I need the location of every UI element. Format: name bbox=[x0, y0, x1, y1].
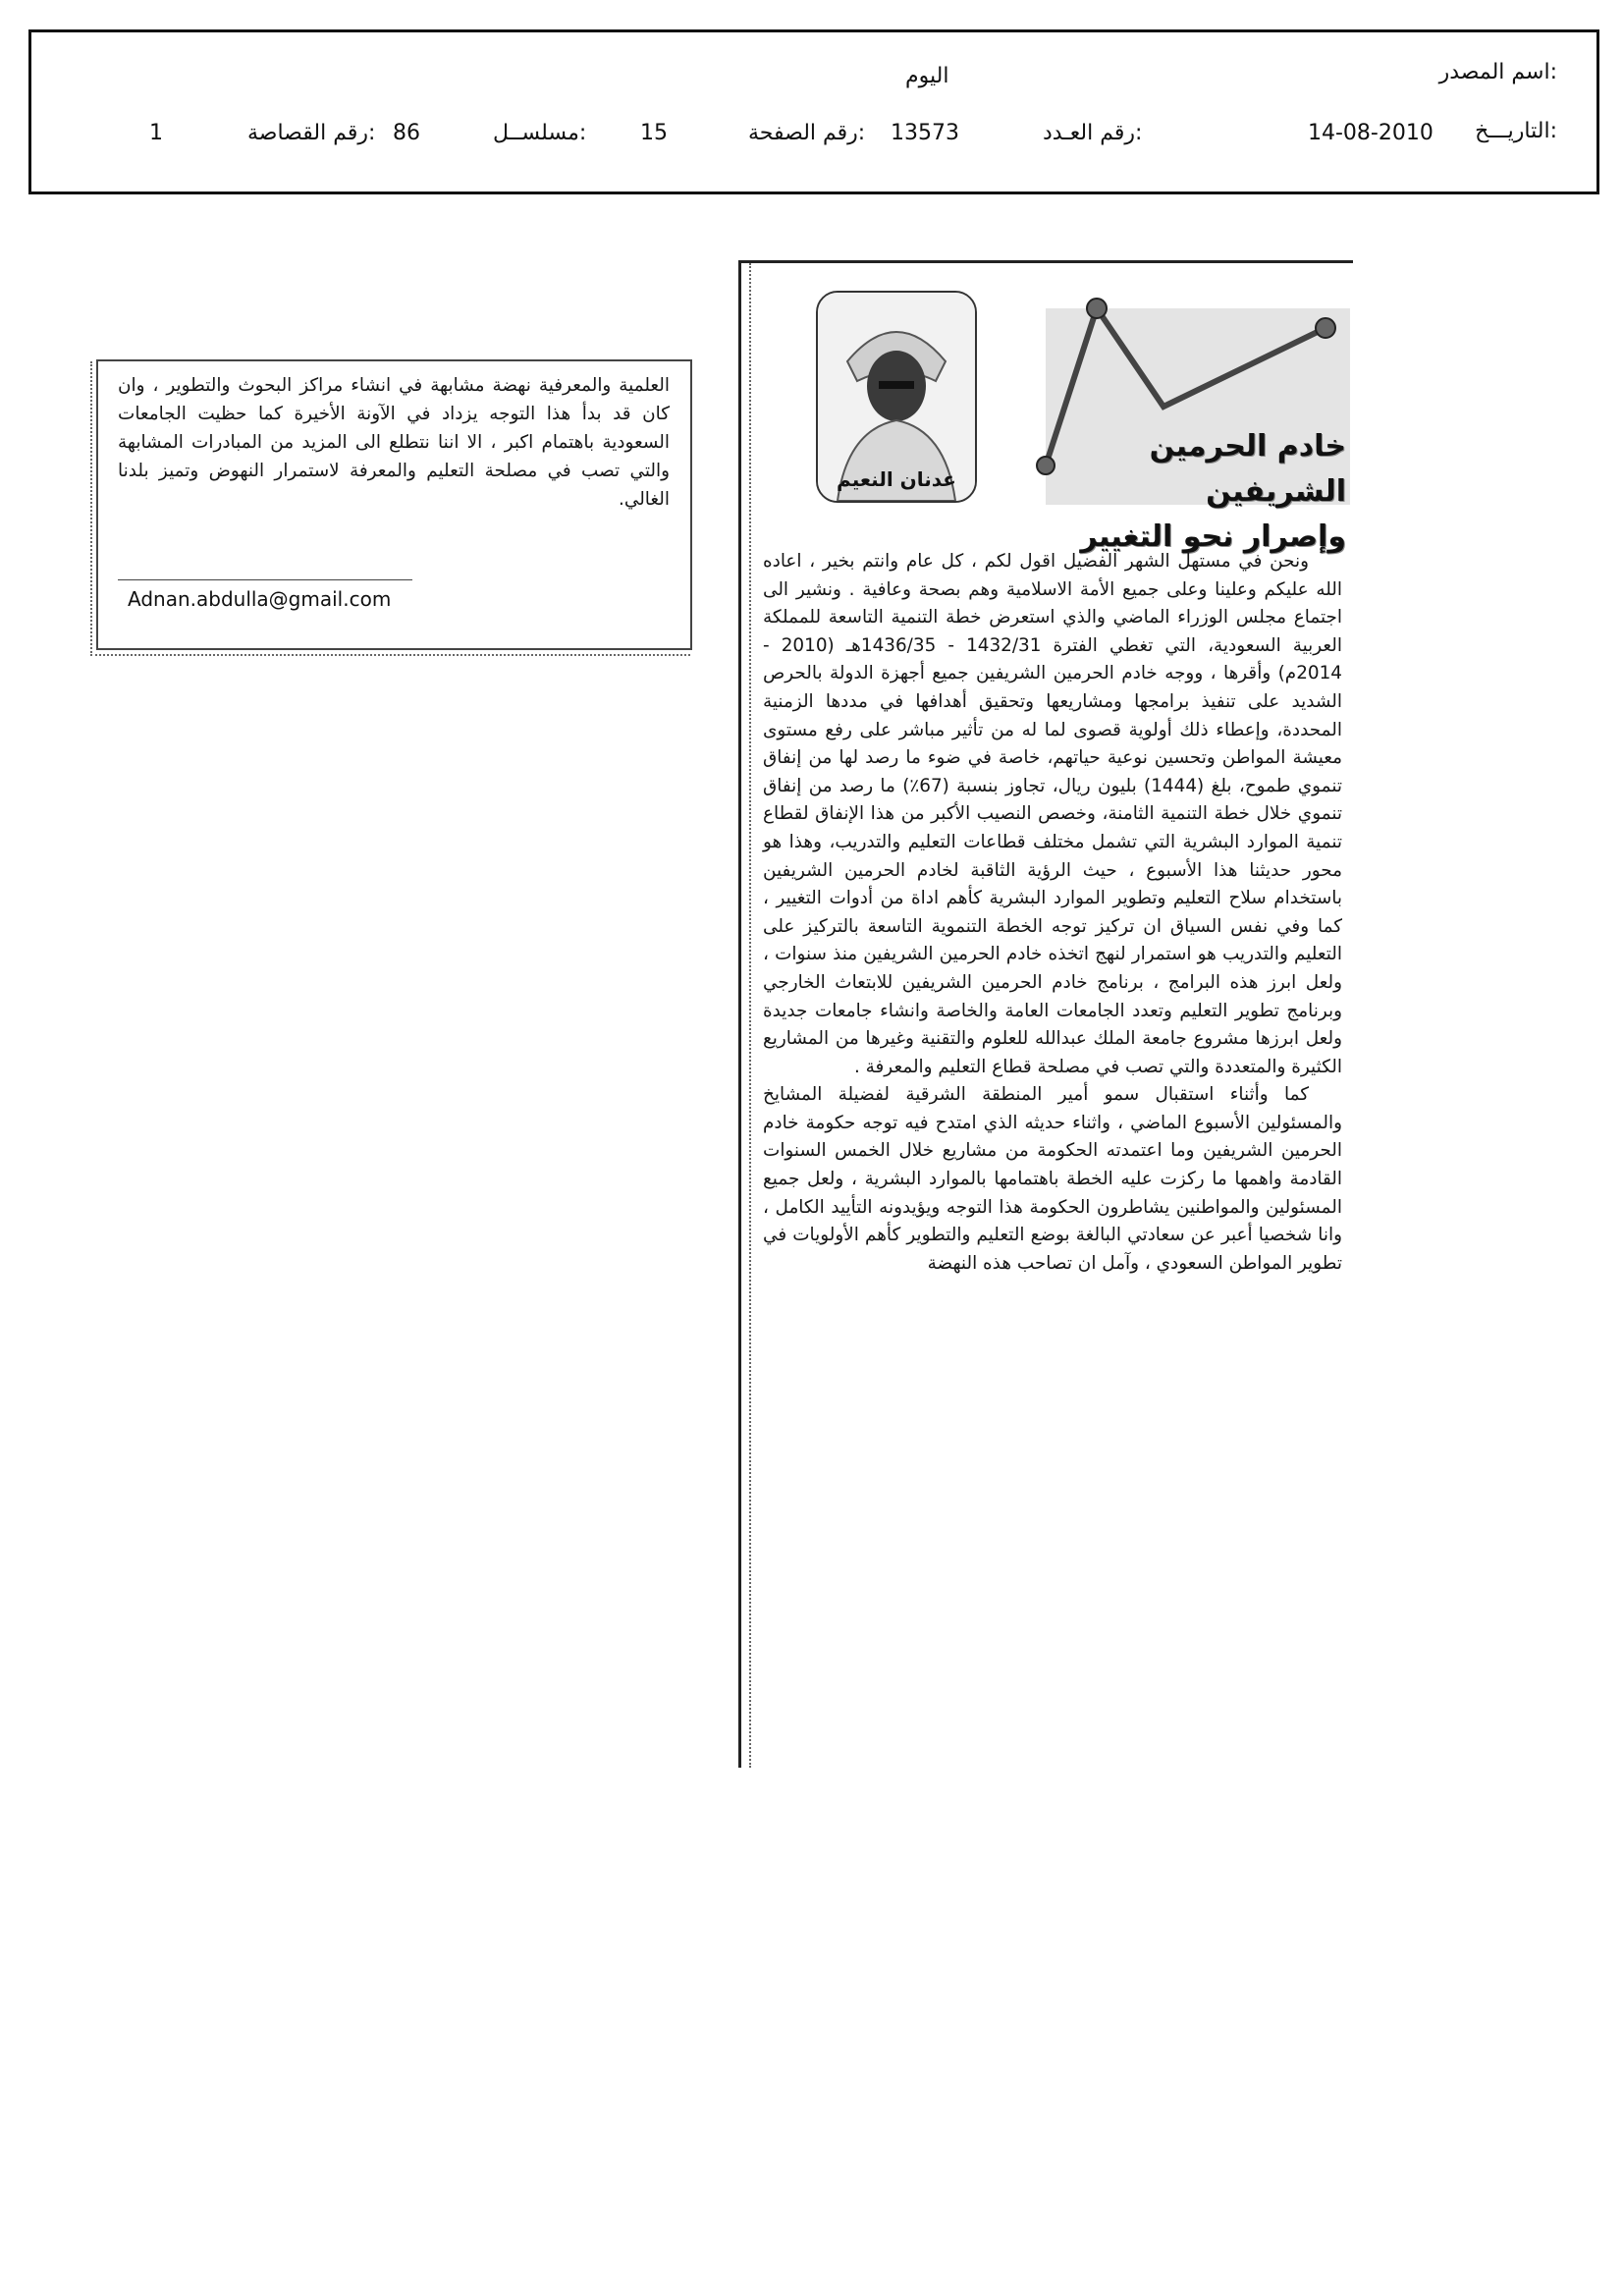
clip-number-label: رقم القصاصة: bbox=[247, 121, 376, 145]
article-column bbox=[738, 260, 1353, 1768]
serial-value: 86 bbox=[393, 121, 420, 145]
article-banner bbox=[751, 269, 1350, 554]
headline-line-2: وإصرار نحو التغيير bbox=[1080, 519, 1346, 554]
article-body bbox=[763, 548, 1342, 1278]
issue-label: رقم العـدد: bbox=[1043, 121, 1143, 145]
page-value: 15 bbox=[640, 121, 668, 145]
article-paragraph: ونحن في مستهل الشهر الفضيل اقول لكم ، كل عام وانتم بخير ، اعاده الله عليكم وعلينا وعلى جميع الأمة الاسلامية وهم بصحة وعافية . ونشير الى اجتماع مجلس الوزراء الماضي والذي استعرض خطة التنمية التاسعة للمملكة العربية السعودية، التي تغطي الفترة 1432/31 - 1436/35هـ (2010 - 2014م) وأقرها ، ووجه خادم الحرمين الشريفين جميع أجهزة الدولة بالحرص الشديد على تنفيذ برامجها ومشاريعها وتحقيق أهدافها في مددها الزمنية المحددة، وإعطاء ذلك أولوية قصوى لما له من تأثير مباشر على رفع مستوى معيشة المواطن وتحسين نوعية حياتهم، خاصة في ضوء ما رصد لها من إنفاق تنموي طموح، بلغ (1444) بليون ريال، تجاوز بنسبة (67٪) ما رصد من إنفاق تنموي خلال خطة التنمية الثامنة، وخصص النصيب الأكبر من هذا الإنفاق لقطاع تنمية الموارد البشرية التي تشمل مختلف قطاعات التعليم والتدريب، وهذا هو محور حديثنا هذا الأسبوع ، حيث الرؤية الثاقبة لخادم الحرمين الشريفين باستخدام سلاح التعليم وتطوير الموارد البشرية كأهم اداة من أدوات التغيير ، كما وفي نفس السياق ان تركيز توجه الخطة التنموية التاسعة بالتركيز على التعليم والتدريب هو استمرار لنهج اتخذه خادم الحرمين الشريفين منذ سنوات ، ولعل ابرز هذه البرامج ، برنامج خادم الحرمين الشريفين للابتعاث الخارجي وبرنامج تطوير التعليم وتعدد الجامعات العامة والخاصة وانشاء جامعات جديدة ولعل ابرزها مشروع جامعة الملك عبدالله للعلوم والتقنية وغيرها من المشاريع الكثيرة والمتعددة والتي تصب في مصلحة قطاع التعليم والمعرفة . bbox=[763, 551, 1343, 1077]
author-email: Adnan.abdulla@gmail.com bbox=[128, 587, 392, 611]
continuation-box bbox=[96, 359, 692, 650]
author-name: عدنان النعيم bbox=[837, 467, 956, 491]
author-photo bbox=[816, 291, 977, 503]
page-label: رقم الصفحة: bbox=[748, 121, 866, 145]
clipping-header bbox=[28, 29, 1599, 194]
date-value: 14-08-2010 bbox=[1308, 121, 1434, 145]
date-label: التاريـــخ: bbox=[1475, 119, 1557, 143]
clip-number-value: 1 bbox=[149, 121, 163, 145]
separator-line bbox=[118, 579, 412, 580]
newspaper-name: اليوم bbox=[905, 64, 949, 88]
source-label: اسم المصدر: bbox=[1438, 60, 1557, 84]
serial-label: مسلســل: bbox=[493, 121, 587, 145]
article-paragraph: كما وأثناء استقبال سمو أمير المنطقة الشرقية لفضيلة المشايخ والمسئولين الأسبوع الماضي ، واثناء حديثه الذي امتدح فيه توجه حكومة خادم الحرمين الشريفين وما اعتمدته الحكومة من مشاريع خلال الخمس السنوات القادمة واهمها ما ركزت عليه الخطة باهتمامها بالموارد البشرية ، ولعل جميع المسئولين والمواطنين يشاطرون الحكومة هذا التوجه ويؤيدونه التأييد الكامل ، وانا شخصيا أعبر عن سعادتي البالغة بوضع التعليم والتطوير كأهم الأولويات في تطوير المواطن السعودي ، وآمل ان تصاحب هذه النهضة bbox=[763, 1084, 1342, 1274]
article-headline bbox=[1022, 424, 1346, 560]
headline-line-1: خادم الحرمين الشريفين bbox=[1149, 429, 1346, 509]
issue-value: 13573 bbox=[891, 121, 959, 145]
continuation-text: العلمية والمعرفية نهضة مشابهة في انشاء مراكز البحوث والتطوير ، وان كان قد بدأ هذا التوجه يزداد في الآونة الأخيرة كما حظيت الجامعات السعودية باهتمام اكبر ، الا اننا نتطلع الى المزيد من المبادرات المشابهة والتي تصب في مصلحة التعليم والمعرفة لاستمرار النهوض وتميز بلدنا الغالي. bbox=[118, 375, 670, 510]
